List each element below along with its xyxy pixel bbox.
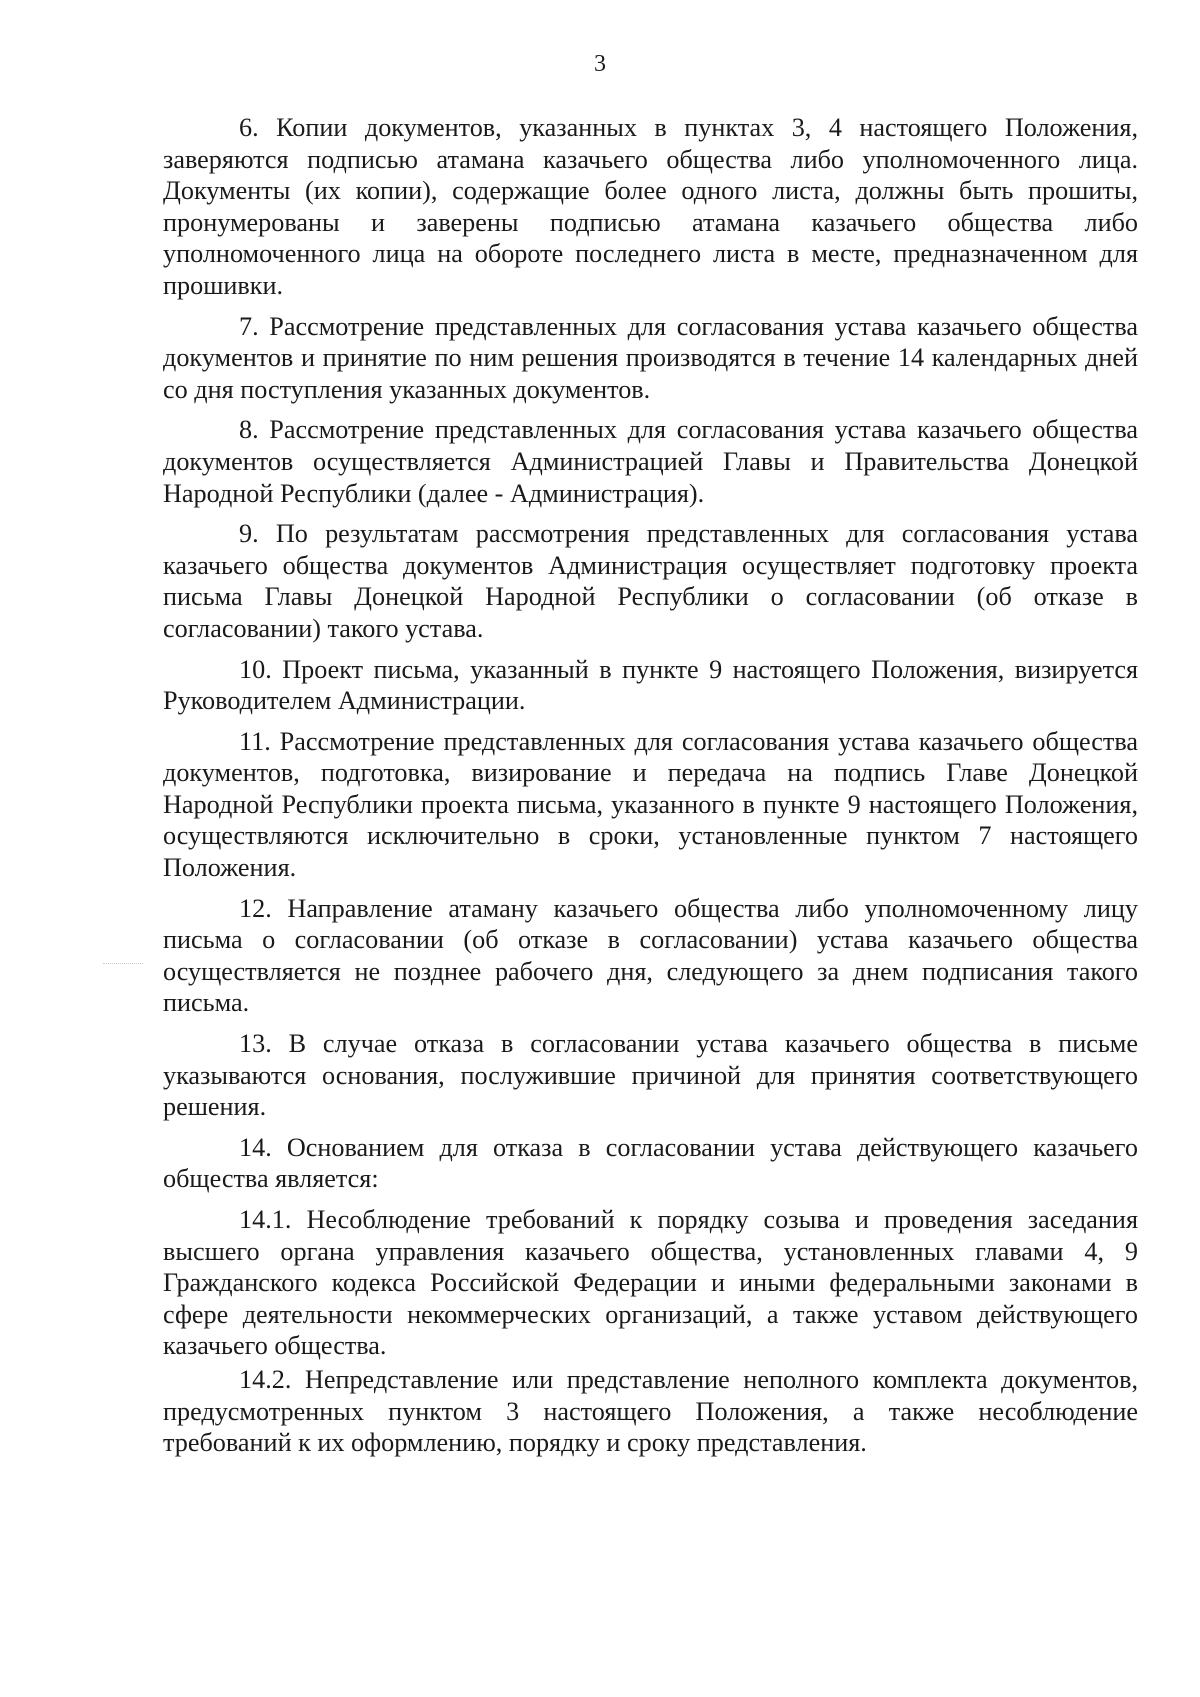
page-number: 3: [594, 51, 606, 77]
clause-14-1: 14.1. Несоблюдение требований к порядку созыва и проведения заседания высшего органа управления казачьего общества, установленных главами 4, 9 Гражданского кодекса Российской Федерации и иными федеральными законами в сфере деятельности некоммерческих организаций, а также уставом действующего казачьего общества.: [163, 1205, 1138, 1361]
clause-7: 7. Рассмотрение представленных для согласования устава казачьего общества документов и принятие по ним решения производятся в течение 14 календарных дней со дня поступления указанных документов.: [163, 311, 1138, 404]
clause-6: 6. Копии документов, указанных в пунктах 3, 4 настоящего Положения, заверяются подписью атамана казачьего общества либо уполномоченного лица. Документы (их копии), содержащие более одного листа, должны быть прошиты, пронумерованы и заверены подписью атамана казачьего общества либо уполномоченного лица на обороте последнего листа в месте, предназначенном для прошивки.: [163, 113, 1138, 300]
clause-14-2: 14.2. Непредставление или представление неполного комплекта документов, предусмотренных пунктом 3 настоящего Положения, а также несоблюдение требований к их оформлению, порядку и сроку представления.: [163, 1364, 1138, 1458]
clause-9: 9. По результатам рассмотрения представленных для согласования устава казачьего общества документов Администрация осуществляет подготовку проекта письма Главы Донецкой Народной Республики о согласовании (об отказе в согласовании) такого устава.: [163, 519, 1138, 643]
document-body: [163, 112, 1138, 1468]
clause-14: 14. Основанием для отказа в согласовании устава действующего казачьего общества является:: [163, 1132, 1138, 1194]
clause-12: 12. Направление атаману казачьего общества либо уполномоченному лицу письма о согласовании (об отказе в согласовании) устава казачьего общества осуществляется не позднее рабочего дня, следующего за днем подписания такого письма.: [163, 893, 1138, 1018]
clause-11: 11. Рассмотрение представленных для согласования устава казачьего общества документов, подготовка, визирование и передача на подпись Главе Донецкой Народной Республики проекта письма, указанного в пункте 9 настоящего Положения, осуществляются исключительно в сроки, установленные пунктом 7 настоящего Положения.: [163, 726, 1138, 883]
clause-10: 10. Проект письма, указанный в пункте 9 настоящего Положения, визируется Руководителем Администрации.: [163, 654, 1138, 716]
scan-margin-mark: [103, 963, 143, 966]
clause-13: 13. В случае отказа в согласовании устава казачьего общества в письме указываются основания, послужившие причиной для принятия соответствующего решения.: [163, 1029, 1138, 1122]
clause-8: 8. Рассмотрение представленных для согласования устава казачьего общества документов осуществляется Администрацией Главы и Правительства Донецкой Народной Республики (далее - Администрация).: [163, 415, 1138, 508]
